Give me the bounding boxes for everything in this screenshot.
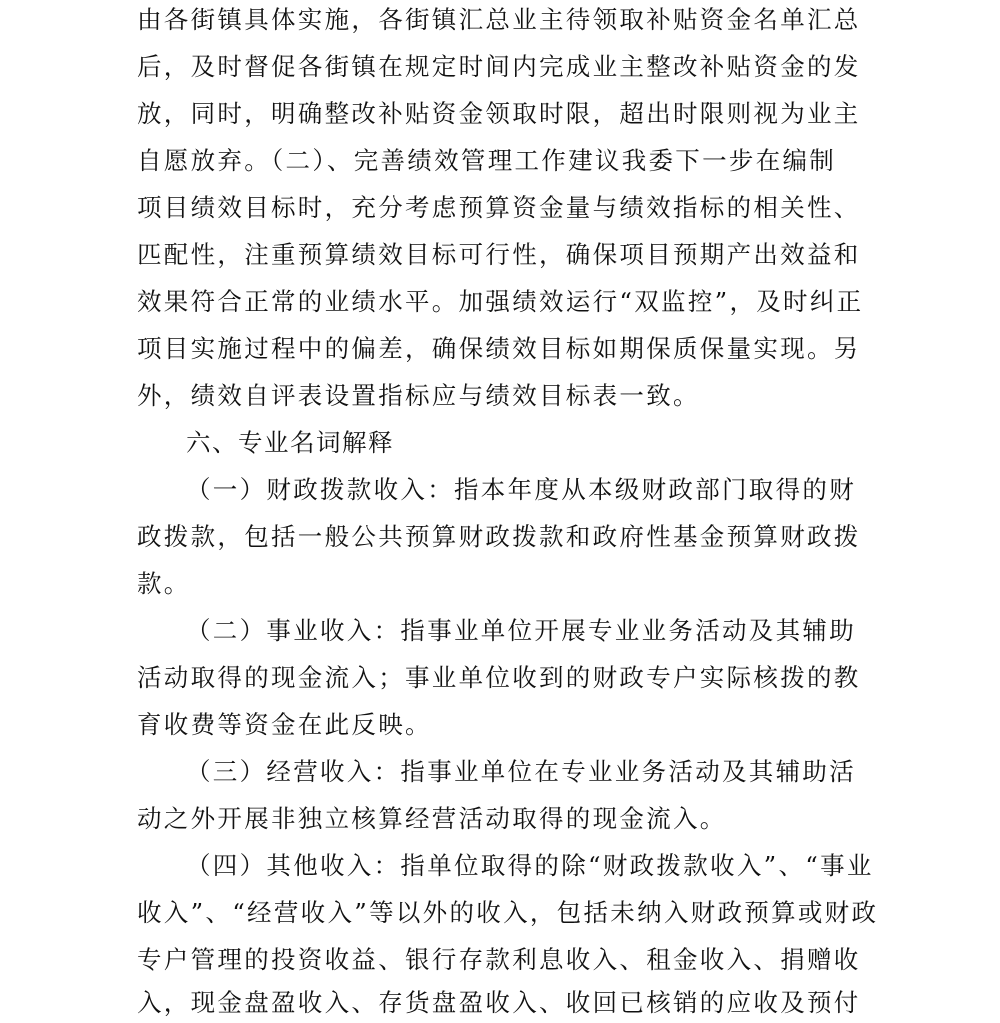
body-line: 款。 xyxy=(137,569,191,598)
section-heading: 六、专业名词解释 xyxy=(186,428,394,457)
body-line: 专户管理的投资收益、银行存款利息收入、租金收入、捐赠收 xyxy=(137,945,861,974)
body-line: 项目实施过程中的偏差，确保绩效目标如期保质保量实现。另 xyxy=(137,334,861,363)
body-line: （三）经营收入：指事业单位在专业业务活动及其辅助活 xyxy=(186,757,856,786)
body-line: 匹配性，注重预算绩效目标可行性，确保项目预期产出效益和 xyxy=(137,240,861,269)
body-line: 外，绩效自评表设置指标应与绩效目标表一致。 xyxy=(137,381,700,410)
body-line: （二）事业收入：指事业单位开展专业业务活动及其辅助 xyxy=(186,616,856,645)
body-line: 效果符合正常的业绩水平。加强绩效运行“双监控”，及时纠正 xyxy=(137,287,864,316)
body-line: 入，现金盘盈收入、存货盘盈收入、收回已核销的应收及预付 xyxy=(137,988,861,1017)
body-line: （一）财政拨款收入：指本年度从本级财政部门取得的财 xyxy=(186,475,856,504)
body-line: 项目绩效目标时，充分考虑预算资金量与绩效指标的相关性、 xyxy=(137,193,861,222)
body-line: 育收费等资金在此反映。 xyxy=(137,710,432,739)
body-line: 收入”、“经营收入”等以外的收入，包括未纳入财政预算或财政 xyxy=(137,898,879,927)
body-line: 动之外开展非独立核算经营活动取得的现金流入。 xyxy=(137,804,727,833)
body-line: 由各街镇具体实施，各街镇汇总业主待领取补贴资金名单汇总 xyxy=(137,5,861,34)
body-line: 活动取得的现金流入；事业单位收到的财政专户实际核拨的教 xyxy=(137,663,861,692)
body-line: 后，及时督促各街镇在规定时间内完成业主整改补贴资金的发 xyxy=(137,52,861,81)
body-line: 政拨款，包括一般公共预算财政拨款和政府性基金预算财政拨 xyxy=(137,522,861,551)
body-line: 放，同时，明确整改补贴资金领取时限，超出时限则视为业主 xyxy=(137,99,861,128)
body-line: （四）其他收入：指单位取得的除“财政拨款收入”、“事业 xyxy=(186,851,874,880)
body-line: 自愿放弃。（二）、完善绩效管理工作建议我委下一步在编制 xyxy=(137,146,837,175)
